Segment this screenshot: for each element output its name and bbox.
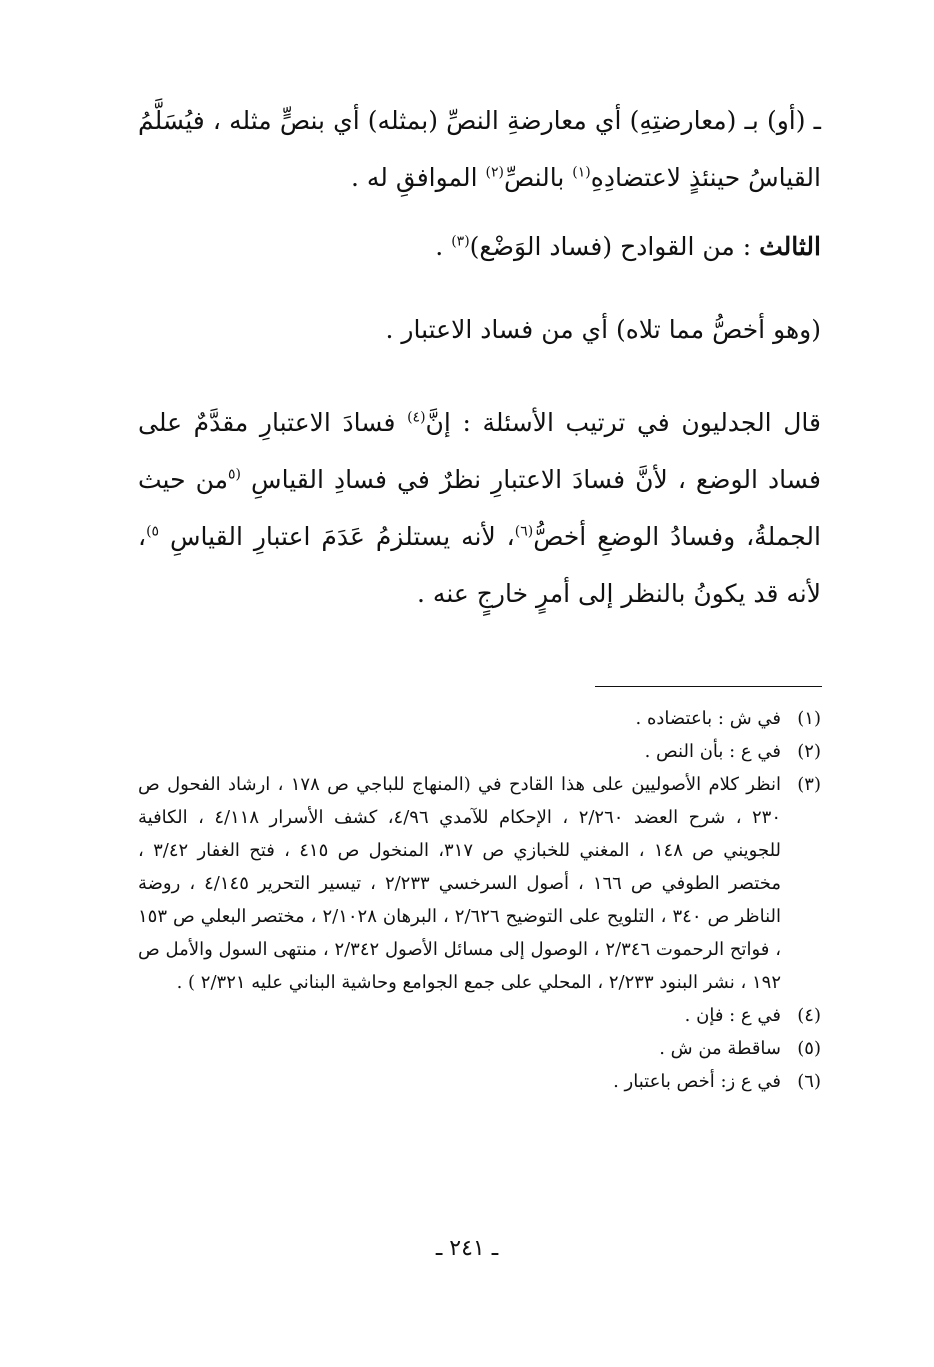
footnote-ref-1: (١) [572, 164, 591, 181]
paragraph-1-part-b: بالنصِّ [503, 163, 573, 192]
paragraph-2-part-a: : من القوادح (فساد الوَضْع) [469, 232, 760, 261]
main-text [138, 92, 821, 622]
footnotes [138, 702, 821, 1098]
footnote-ref-2: (٢) [485, 164, 504, 181]
section-heading-third: الثالث [759, 232, 821, 261]
footnote-number: (٥) [797, 1038, 821, 1059]
footnote-ref-5-close: ٥) [146, 523, 160, 540]
footnote-text: ساقطة من ش . [659, 1038, 781, 1059]
paragraph-4-part-b: فسادَ الاعتبارِ مقدَّمٌ على فساد الوضع ، لأنَّ فسادَ الاعتبارِ نظرٌ في فسادِ القياسِ [138, 408, 821, 494]
footnote-text: انظر كلام الأصوليين على هذا القادح في (المنهاج للباجي ص ١٧٨ ، ارشاد الفحول ص ٢٣٠ ، شرح العضد ٢/٢٦٠ ، الإحكام للآمدي ٤/٩٦، كشف الأسرار ٤/١١٨ ، الكافية للجويني ص ١٤٨ ، المغني للخبازي ص ٣١٧، المنخول ص ٤١٥ ، فتح الغفار ٣/٤٢ ، مختصر الطوفي ص ١٦٦ ، أصول السرخسي ٢/٢٣٣ ، تيسير التحرير ٤/١٤٥ ، روضة الناظر ص ٣٤٠ ، التلويح على التوضيح ٢/٦٢٦ ، البرهان ٢/١٠٢٨ ، مختصر البعلي ص ١٥٣ ، فواتح الرحموت ٢/٣٤٦ ، الوصول إلى مسائل الأصول ٢/٣٤٢ ، منتهى السول والأمل ص ١٩٢ ، نشر البنود ٢/٢٣٣ ، المحلي على جمع الجوامع وحاشية البناني عليه ٢/٣٢١ ) . [138, 774, 782, 993]
footnote-text: في ع : فإن . [684, 1005, 781, 1026]
footnote-1 [138, 702, 821, 735]
footnote-6 [138, 1065, 821, 1098]
paragraph-4 [138, 394, 821, 622]
footnote-number: (٤) [797, 1005, 821, 1026]
footnote-2 [138, 735, 821, 768]
paragraph-2 [138, 218, 821, 275]
footnote-ref-4: (٤) [407, 409, 426, 426]
footnote-ref-3: (٣) [451, 233, 470, 250]
footnote-number: (٢) [797, 741, 821, 762]
footnote-number: (٦) [797, 1071, 821, 1092]
paragraph-4-part-a: قال الجدليون في ترتيب الأسئلة : إنَّ [425, 408, 821, 437]
page-number: ـ ٢٤١ ـ [435, 1236, 499, 1261]
paragraph-3: (وهو أخصُّ مما تلاه) أي من فساد الاعتبار . [385, 315, 821, 344]
paragraph-1 [138, 92, 821, 206]
footnote-number: (٣) [797, 774, 821, 795]
footnote-3 [138, 768, 821, 999]
footnote-4 [138, 999, 821, 1032]
paragraph-4-part-c: من حيث الجملةُ، وفسادُ الوضعِ أخصُّ [138, 465, 821, 551]
footnote-text: في ع : بأن النص . [644, 741, 781, 762]
footnote-separator [595, 686, 822, 687]
footnote-ref-5-open: (٥ [228, 466, 242, 483]
paragraph-2-part-b: . [435, 232, 452, 261]
paragraph-1-part-c: الموافقِ له . [351, 163, 486, 192]
footnote-5 [138, 1032, 821, 1065]
paragraph-4-part-d: ، لأنه يستلزمُ عَدَمَ اعتبارِ القياسِ [159, 522, 515, 551]
footnote-text: في ع ز: أخص باعتبار . [613, 1071, 781, 1092]
footnote-number: (١) [797, 708, 821, 729]
footnote-text: في ش : باعتضاده . [635, 708, 781, 729]
paragraph-1-part-a: ـ (أو) بـ (معارضتِهِ) أي معارضةِ النصِّ (بمثله) أي بنصٍّ مثله ، فيُسَلَّمُ القياسُ حينئذٍ لاعتضادِهِ [138, 106, 821, 192]
footnote-ref-6: (٦) [514, 523, 534, 540]
paragraph-4-part-e: ، لأنه قد يكونُ بالنظر إلى أمرٍ خارجٍ عنه . [138, 522, 821, 608]
